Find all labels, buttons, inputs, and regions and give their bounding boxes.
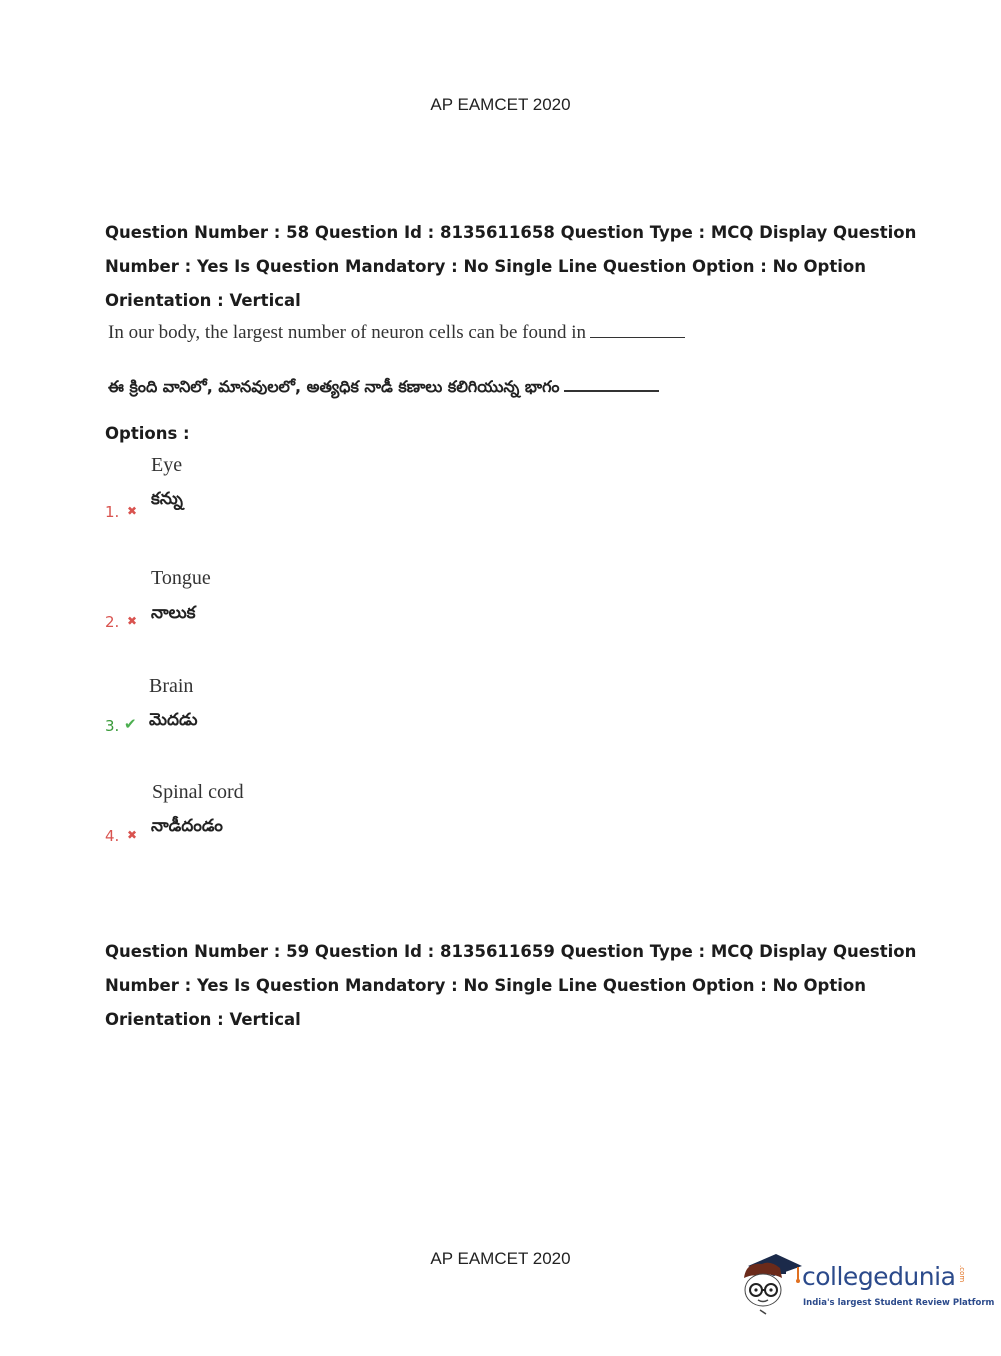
answer-blank [564,376,659,392]
meta-line: Orientation : Vertical [105,1010,301,1029]
option-number: 4. [105,827,120,845]
option-text-telugu: కన్ను [151,489,183,509]
logo-wordmark: collegedunia [802,1262,956,1291]
logo-suffix: .com [958,1265,966,1283]
meta-line: Question Number : 59 Question Id : 8135611659 Question Type : MCQ Display Question [105,942,917,961]
mascot-icon [740,1248,802,1320]
option-text-telugu: మెదడు [149,710,198,730]
meta-line: Question Number : 58 Question Id : 8135611658 Question Type : MCQ Display Question [105,223,917,242]
option-text-telugu: నాడీదండం [151,816,223,836]
meta-line: Number : Yes Is Question Mandatory : No Single Line Question Option : No Option [105,976,866,995]
page-footer: AP EAMCET 2020 [430,1249,571,1268]
page-header: AP EAMCET 2020 [430,95,571,114]
question-text-english: In our body, the largest number of neuron cells can be found in [108,322,685,344]
question-59-meta [105,935,917,1037]
options-label: Options : [105,424,190,443]
wrong-mark-icon: ✖ [127,828,138,842]
wrong-mark-icon: ✖ [127,504,138,518]
wrong-mark-icon: ✖ [127,614,138,628]
option-text-english: Brain [149,675,194,697]
answer-blank [590,323,685,338]
option-number: 3. [105,717,120,735]
option-number: 2. [105,613,120,631]
option-text-english: Spinal cord [152,781,244,803]
question-58-meta [105,216,917,318]
option-text-telugu: నాలుక [151,603,196,623]
option-text-english: Tongue [151,567,211,589]
collegedunia-logo[interactable] [740,1248,995,1320]
option-text-english: Eye [151,454,183,476]
question-text-telugu: ఈ క్రింది వానిలో, మానవులలో, అత్యధిక నాడీ కణాలు కలిగియున్న భాగం [108,376,659,400]
option-number: 1. [105,503,120,521]
meta-line: Orientation : Vertical [105,291,301,310]
meta-line: Number : Yes Is Question Mandatory : No Single Line Question Option : No Option [105,257,866,276]
check-mark-icon: ✔ [124,715,137,733]
logo-tagline: India's largest Student Review Platform [803,1298,995,1308]
